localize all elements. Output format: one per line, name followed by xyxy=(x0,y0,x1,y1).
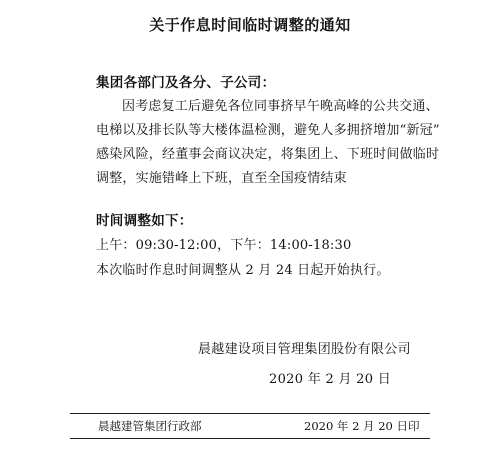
body-line: 电梯以及排长队等大楼体温检测，避免人多拥挤增加“新冠” xyxy=(96,123,440,138)
signature-company: 晨越建设项目管理集团股份有限公司 xyxy=(198,342,411,357)
signature-date: 2020 年 2 月 20 日 xyxy=(269,372,392,387)
body-line: 调整，实施错峰上下班，直至全国疫情结束 xyxy=(96,171,347,186)
notice-title: 关于作息时间临时调整的通知 xyxy=(149,16,351,34)
effective-date-text: 本次临时作息时间调整从 2 月 24 日起开始执行。 xyxy=(96,263,390,278)
footer-bottom-rule xyxy=(70,438,430,439)
footer-print-date: 2020 年 2 月 20 日印 xyxy=(304,419,420,433)
body-line: 因考虑复工后避免各位同事挤早午晚高峰的公共交通、 xyxy=(122,99,439,114)
footer-top-rule xyxy=(70,413,430,414)
body-paragraph xyxy=(96,95,456,191)
salutation: 集团各部门及各分、子公司： xyxy=(96,75,276,91)
schedule-heading: 时间调整如下： xyxy=(96,213,193,229)
schedule-times: 上午：09:30-12:00，下午：14:00-18:30 xyxy=(96,238,352,253)
body-line: 感染风险，经董事会商议决定，将集团上、下班时间做临时 xyxy=(96,147,440,162)
footer-issuer: 晨越建管集团行政部 xyxy=(98,419,202,433)
